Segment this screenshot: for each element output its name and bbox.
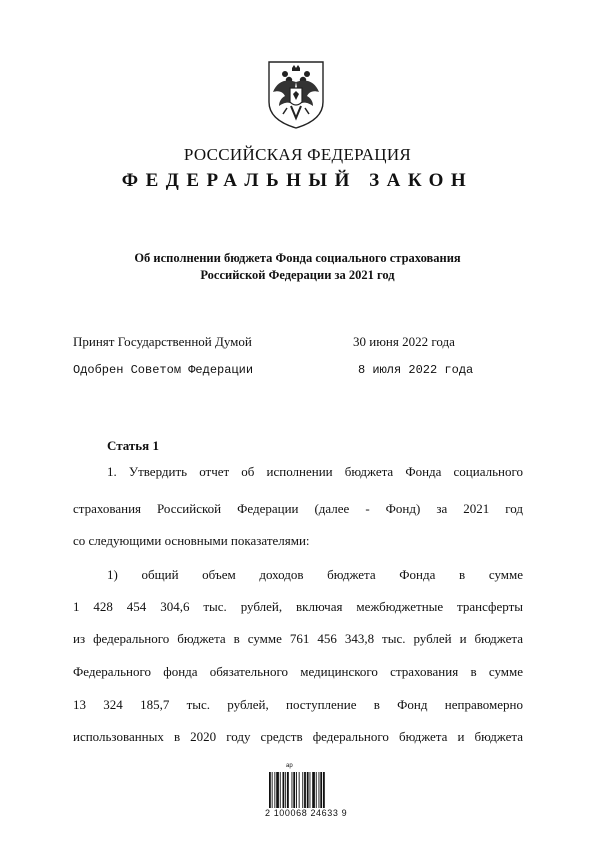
barcode-bar xyxy=(296,772,297,808)
article-heading: Статья 1 xyxy=(107,438,159,453)
barcode-bar xyxy=(287,772,289,808)
council-approval-date: 8 июля 2022 года xyxy=(358,363,474,377)
article-text-line: Федерального фонда обязательного медицинского страхования в сумме xyxy=(73,664,523,679)
barcode-bar xyxy=(293,772,295,808)
barcode-small-label: ap xyxy=(286,763,293,769)
country-name: РОССИЙСКАЯ ФЕДЕРАЦИЯ xyxy=(183,145,412,164)
law-title-line: Российской Федерации за 2021 год xyxy=(200,268,395,282)
article-text-line: 1 428 454 304,6 тыс. рублей, включая межбюджетные трансферты xyxy=(73,599,523,614)
barcode-bar xyxy=(312,772,315,808)
barcode-bar xyxy=(283,772,285,808)
barcode-bar xyxy=(304,772,306,808)
barcode-bar xyxy=(323,772,325,808)
barcode-bar xyxy=(320,772,322,808)
article-text-line: страхования Российской Федерации (далее - Фонд) за 2021 год xyxy=(73,501,523,516)
article-text-line: использованных в 2020 году средств федерального бюджета и бюджета xyxy=(73,729,523,744)
law-title-line: Об исполнении бюджета Фонда социального страхования xyxy=(134,251,461,265)
article-text-line: 1) общий объем доходов бюджета Фонда в сумме xyxy=(107,567,523,582)
barcode-bar xyxy=(299,772,300,808)
barcode-bar xyxy=(280,772,281,808)
council-approval-label: Одобрен Советом Федерации xyxy=(73,363,254,377)
barcode-bar xyxy=(269,772,271,808)
coat-of-arms-icon xyxy=(265,58,327,130)
barcode-bar xyxy=(274,772,275,808)
duma-adoption-label: Принят Государственной Думой xyxy=(73,334,252,349)
barcode-bar xyxy=(276,772,279,808)
law-title xyxy=(0,250,595,284)
article-text-line: из федерального бюджета в сумме 761 456 343,8 тыс. рублей и бюджета xyxy=(73,631,523,646)
barcode-number: 2 100068 24633 9 xyxy=(265,808,348,818)
barcode-bar xyxy=(307,772,309,808)
barcode-bar xyxy=(316,772,317,808)
barcode-bar xyxy=(310,772,311,808)
article-text-line: со следующими основными показателями: xyxy=(73,533,310,548)
document-type: ФЕДЕРАЛЬНЫЙ ЗАКОН xyxy=(121,170,474,191)
barcode-bar xyxy=(285,772,286,808)
barcode-bar xyxy=(302,772,303,808)
article-text-line: 13 324 185,7 тыс. рублей, поступление в Фонд неправомерно xyxy=(73,697,523,712)
barcode-bar xyxy=(319,772,320,808)
barcode-bar xyxy=(292,772,293,808)
duma-adoption-date: 30 июня 2022 года xyxy=(353,334,455,349)
barcode-bar xyxy=(272,772,273,808)
article-text-line: 1. Утвердить отчет об исполнении бюджета Фонда социального xyxy=(107,464,523,479)
